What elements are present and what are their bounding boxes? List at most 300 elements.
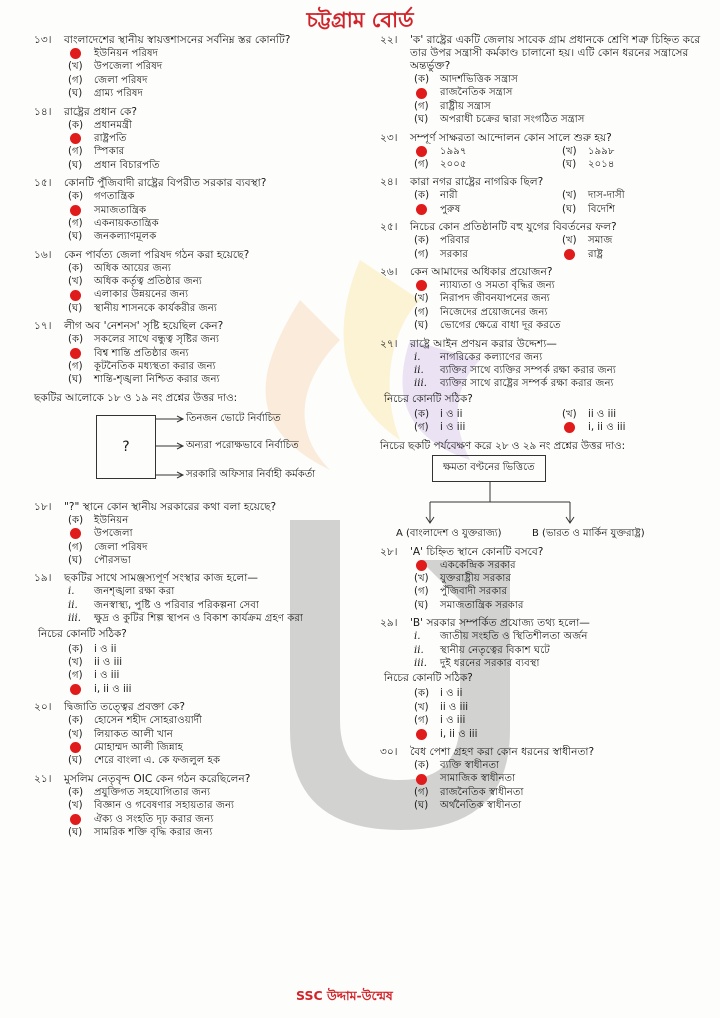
selected-answer-dot-icon <box>564 422 575 433</box>
option-letter: (গ) <box>414 715 429 727</box>
question-number: ২৯। <box>380 617 398 630</box>
options <box>34 262 370 316</box>
option-text: পরিবার <box>440 235 470 247</box>
option <box>414 279 710 292</box>
option-text: ঐক্য ও সংহতি দৃঢ় করার জন্য <box>94 813 214 825</box>
option-text: লিয়াকত আলী খান <box>94 728 173 740</box>
question-header <box>34 701 370 714</box>
question-header <box>380 176 710 189</box>
option-letter: (খ) <box>562 408 577 420</box>
selected-answer-dot-icon <box>70 742 81 753</box>
option <box>68 145 370 158</box>
option <box>68 74 370 87</box>
option <box>562 248 710 261</box>
question-text: রাষ্ট্রে আইন প্রণয়ন করার উদ্দেশ্য— <box>410 337 557 350</box>
statement-numeral: ii. <box>414 644 424 656</box>
options <box>34 333 370 387</box>
option-letter: (খ) <box>562 235 577 247</box>
branch-arrows <box>426 482 574 523</box>
options <box>380 189 710 216</box>
option-text: সামরিক শক্তি বৃদ্ধি করার জন্য <box>94 826 213 838</box>
option-text: রাষ্ট্রপতি <box>94 132 127 144</box>
question-number: ২০। <box>34 701 52 714</box>
statement-text: স্থানীয় নেতৃত্বের বিকাশ ঘটে <box>440 644 550 656</box>
stem-28-29: নিচের ছকটি পর্যবেক্ষণ করে ২৮ ও ২৯ নং প্রশ্নের উত্তর দাও: <box>380 439 626 452</box>
option-letter: (ক) <box>68 786 84 798</box>
answer-marker-icon <box>68 814 94 825</box>
option <box>68 302 370 315</box>
statement-numeral: ii. <box>414 364 424 376</box>
option-text: রাষ্ট্রীয় সন্ত্রাস <box>440 100 491 112</box>
option <box>562 421 710 434</box>
option-text: অপরাধী চক্রের দ্বারা সংগঠিত সন্ত্রাস <box>440 114 585 126</box>
option-text: হোসেন শহীদ সোহরাওয়ার্দী <box>94 715 202 727</box>
option-letter: (ক) <box>68 119 84 131</box>
option-letter: (খ) <box>68 728 83 740</box>
option-text: রাজনৈতিক সন্ত্রাস <box>440 87 513 99</box>
answer-marker-icon <box>414 88 440 99</box>
option <box>68 87 370 100</box>
statement-text: জাতীয় সংহতি ও স্থিতিশীলতা অর্জন <box>440 631 588 643</box>
answer-marker-icon <box>562 422 588 433</box>
question-number: ১৬। <box>34 248 52 261</box>
option-text: অধিক আয়ের জন্য <box>94 262 171 274</box>
option-text: শেরে বাংলা এ. কে ফজলুল হক <box>94 755 221 767</box>
selected-answer-dot-icon <box>70 48 81 59</box>
statement-numeral: iii. <box>68 613 82 625</box>
option-text: যুক্তরাষ্ট্রীয় সরকার <box>440 572 511 584</box>
option <box>414 145 562 158</box>
answer-marker-icon <box>414 774 440 785</box>
option-text: এককেন্দ্রিক সরকার <box>440 559 516 571</box>
statement-numeral: iii. <box>414 657 428 669</box>
option-letter: (গ) <box>68 541 83 553</box>
option <box>68 60 370 73</box>
question-number: ১৫। <box>34 177 52 190</box>
statement-text: ব্যক্তির সাথে ব্যক্তির সম্পর্ক রক্ষা করার জন্য <box>440 364 616 376</box>
options <box>34 786 370 840</box>
option <box>414 759 710 772</box>
question-number: ২১। <box>34 772 52 785</box>
option-letter: (খ) <box>562 190 577 202</box>
option <box>68 683 370 696</box>
question-block <box>34 249 370 316</box>
answer-marker-icon <box>414 729 440 740</box>
answer-marker-icon <box>414 146 440 157</box>
selected-answer-dot-icon <box>416 146 427 157</box>
option-letter: (ঘ) <box>414 320 429 332</box>
options <box>380 234 710 261</box>
options <box>34 514 370 568</box>
question-header <box>34 34 370 47</box>
options <box>34 643 370 697</box>
option-text: রাষ্ট্র <box>588 248 604 260</box>
option <box>562 408 710 421</box>
option-text: রাজনৈতিক স্বাধীনতা <box>440 786 524 798</box>
option-row <box>414 234 710 247</box>
option <box>414 248 562 261</box>
statement-text: নাগরিকের কল্যাণের জন্য <box>440 351 543 363</box>
question-number: ২৪। <box>380 176 398 189</box>
option-text: ২০১৪ <box>588 158 615 170</box>
question-header <box>34 320 370 333</box>
option <box>68 714 370 727</box>
option-text: i ও iii <box>440 715 466 727</box>
question-header <box>34 106 370 119</box>
option <box>414 799 710 812</box>
option-text: জেলা পরিষদ <box>94 74 148 86</box>
option <box>68 360 370 373</box>
question-header <box>380 746 710 759</box>
statement <box>380 351 710 364</box>
question-text: "?" স্থানে কোন স্থানীয় সরকারের কথা বলা হয়েছে? <box>64 500 277 513</box>
option-text: দাস-দাসী <box>588 190 625 202</box>
option <box>68 754 370 767</box>
option <box>68 217 370 230</box>
statement-numeral: ii. <box>68 599 78 611</box>
option <box>68 159 370 172</box>
option <box>414 306 710 319</box>
selected-answer-dot-icon <box>70 684 81 695</box>
option-text: i, ii ও iii <box>588 422 626 434</box>
answer-marker-icon <box>68 684 94 695</box>
question-number: ২৭। <box>380 337 398 350</box>
option <box>68 288 370 301</box>
options <box>380 279 710 333</box>
option-text: একনায়কতান্ত্রিক <box>94 217 159 229</box>
question-block <box>34 34 370 101</box>
option-letter: (ঘ) <box>68 302 83 314</box>
diagram-label: সরকারি অফিসার নির্বাহী কর্মকর্তা <box>186 468 316 480</box>
answer-marker-icon <box>414 204 440 215</box>
option-text: সামাজিক স্বাধীনতা <box>440 773 516 785</box>
option-letter: (ক) <box>68 643 84 655</box>
option-letter: (ক) <box>68 334 84 346</box>
question-block <box>34 320 370 387</box>
option-text: শান্তি-শৃঙ্খলা নিশ্চিত করার জন্য <box>94 374 220 386</box>
option <box>68 514 370 527</box>
option-letter: (ঘ) <box>414 599 429 611</box>
options <box>380 759 710 813</box>
question-block <box>380 617 710 741</box>
option-text: নিজেদের প্রয়োজনের জন্য <box>440 306 548 318</box>
question-header <box>380 617 710 630</box>
statement-text: ব্যক্তির সাথে রাষ্ট্রের সম্পর্ক রক্ষা করার জন্য <box>440 378 614 390</box>
power-division-box: ক্ষমতা বণ্টনের ভিত্তিতে <box>432 455 546 482</box>
option-text: ১৯৯৭ <box>440 145 467 157</box>
statement-text: জনশৃঙ্খলা রক্ষা করা <box>94 586 175 598</box>
arrow <box>155 416 183 422</box>
question-text: বৈধ পেশা গ্রহণ করা কোন ধরনের স্বাধীনতা? <box>410 745 595 758</box>
option-letter: (ঘ) <box>68 231 83 243</box>
statement-numeral: i. <box>414 631 421 643</box>
statement <box>34 599 370 612</box>
option <box>68 230 370 243</box>
option-text: উপজেলা <box>94 528 133 540</box>
question-block <box>34 177 370 244</box>
option <box>68 741 370 754</box>
option-letter: (ঘ) <box>68 88 83 100</box>
option <box>68 47 370 60</box>
option <box>414 189 562 202</box>
question-header <box>380 221 710 234</box>
question-block <box>380 546 710 613</box>
question-text: 'A' চিহ্নিত স্থানে কোনটি বসবে? <box>410 545 544 558</box>
option-letter: (ঘ) <box>68 374 83 386</box>
option <box>414 73 710 86</box>
question-header <box>34 572 370 585</box>
answer-marker-icon <box>414 560 440 571</box>
question-text: সম্পূর্ণ সাক্ষরতা আন্দোলন কোন সালে শুরু হয়? <box>410 131 612 144</box>
option-letter: (ঘ) <box>68 554 83 566</box>
question-block <box>34 773 370 840</box>
answer-marker-icon <box>562 249 588 260</box>
option <box>68 262 370 275</box>
option-text: নারী <box>440 190 458 202</box>
option-letter: (ঘ) <box>68 159 83 171</box>
option-letter: (খ) <box>68 61 83 73</box>
question-text: মুসলিম নেতৃবৃন্দ OIC কেন গঠন করেছিলেন? <box>64 772 251 785</box>
option <box>68 826 370 839</box>
option-letter: (ক) <box>68 191 84 203</box>
question-number: ২৩। <box>380 131 398 144</box>
question-number: ২৫। <box>380 221 398 234</box>
question-text: কোনটি পুঁজিবাদী রাষ্ট্রের বিপরীত সরকার ব্যবস্থা? <box>64 177 267 190</box>
option-text: i ও ii <box>440 408 463 420</box>
arrow <box>155 472 183 478</box>
option-text: i ও iii <box>94 670 120 682</box>
option <box>414 158 562 171</box>
option-letter: (গ) <box>414 422 429 434</box>
question-number: ৩০। <box>380 745 398 758</box>
option-letter: (ঘ) <box>68 755 83 767</box>
question-number: ২৮। <box>380 545 398 558</box>
option <box>414 234 562 247</box>
options <box>380 73 710 127</box>
option-text: i, ii ও iii <box>440 728 478 740</box>
option-letter: (খ) <box>414 572 429 584</box>
option-letter: (খ) <box>414 293 429 305</box>
option-text: সকলের সাথে বন্ধুত্ব সৃষ্টির জন্য <box>94 334 219 346</box>
options <box>34 190 370 244</box>
option <box>414 113 710 126</box>
selected-answer-dot-icon <box>70 290 81 301</box>
option <box>68 728 370 741</box>
option-text: ভোগের ক্ষেত্রে বাধা দূর করতে <box>440 320 561 332</box>
option-row <box>414 421 710 434</box>
option-letter: (গ) <box>414 586 429 598</box>
answer-marker-icon <box>68 205 94 216</box>
stem-18-19: ছকটির আলোকে ১৮ ও ১৯ নং প্রশ্নের উত্তর দাও: <box>34 391 238 404</box>
option-letter: (গ) <box>414 248 429 260</box>
option-text: পৌরসভা <box>94 554 131 566</box>
question-number: ১৯। <box>34 572 52 585</box>
option <box>68 554 370 567</box>
option-text: গণতান্ত্রিক <box>94 191 135 203</box>
statement-numeral: iii. <box>414 378 428 390</box>
option <box>414 701 710 714</box>
option-text: ii ও iii <box>94 656 123 668</box>
option-text: প্রধান বিচারপতি <box>94 159 160 171</box>
statement <box>380 630 710 643</box>
option <box>414 100 710 113</box>
option-text: ২০০৫ <box>440 158 467 170</box>
selected-answer-dot-icon <box>70 348 81 359</box>
question-number: ১৮। <box>34 500 52 513</box>
option <box>414 408 562 421</box>
option-letter: (ক) <box>414 235 430 247</box>
question-text: রাষ্ট্রের প্রধান কে? <box>64 105 138 118</box>
option-text: ii ও iii <box>588 408 617 420</box>
option-text: i ও ii <box>94 643 117 655</box>
option-text: i ও iii <box>440 422 466 434</box>
options <box>380 145 710 172</box>
option <box>68 132 370 145</box>
option <box>68 786 370 799</box>
selected-answer-dot-icon <box>416 280 427 291</box>
option <box>68 541 370 554</box>
selected-answer-dot-icon <box>70 133 81 144</box>
option-letter: (ঘ) <box>562 158 577 170</box>
option-text: i ও ii <box>440 688 463 700</box>
question-block <box>34 572 370 696</box>
option <box>414 203 562 216</box>
question-block <box>380 132 710 172</box>
option-text: জনকল্যাণমূলক <box>94 231 157 243</box>
option-letter: (খ) <box>562 145 577 157</box>
option-text: মোহাম্মদ আলী জিন্নাহ <box>94 741 183 753</box>
option-letter: (ক) <box>414 759 430 771</box>
question-header <box>380 546 710 559</box>
option-letter: (গ) <box>68 217 83 229</box>
answer-marker-icon <box>68 48 94 59</box>
branch-label-a: A (বাংলাদেশ ও যুক্তরাজ্য) <box>396 527 502 539</box>
option <box>68 347 370 360</box>
question-number: ২২। <box>380 34 398 46</box>
option <box>414 728 710 741</box>
option <box>414 572 710 585</box>
question-text: দ্বিজাতি তত্ত্বের প্রবক্তা কে? <box>64 701 185 714</box>
option-text: ইউনিয়ন পরিষদ <box>94 48 158 59</box>
option <box>414 772 710 785</box>
option-text: জেলা পরিষদ <box>94 541 148 553</box>
question-text: কেন পার্বত্য জেলা পরিষদ গঠন করা হয়েছে? <box>64 248 250 261</box>
selected-answer-dot-icon <box>416 204 427 215</box>
question-header <box>34 501 370 514</box>
option-letter: (গ) <box>68 670 83 682</box>
option-letter: (ঘ) <box>414 800 429 812</box>
question-text: লীগ অব 'নেশনস' সৃষ্টি হয়েছিল কেন? <box>64 320 224 333</box>
question-text: ছকটির সাথে সামঞ্জস্যপূর্ণ সংস্থার কাজ হলো— <box>64 572 258 585</box>
board-title: চট্টগ্রাম বোর্ড <box>306 8 414 32</box>
option-text: এলাকার উন্নয়নের জন্য <box>94 289 189 301</box>
option-letter: (গ) <box>414 786 429 798</box>
option-text: ii ও iii <box>440 701 469 713</box>
selected-answer-dot-icon <box>416 774 427 785</box>
selected-answer-dot-icon <box>416 88 427 99</box>
option <box>414 786 710 799</box>
option <box>414 319 710 332</box>
option-text: নিরাপদ জীবনযাপনের জন্য <box>440 293 550 305</box>
statement <box>380 644 710 657</box>
arrow <box>155 443 183 449</box>
statement <box>380 377 710 390</box>
option <box>414 714 710 727</box>
option-text: সমাজ <box>588 235 613 247</box>
diagram-label: অন্যরা পরোক্ষভাবে নির্বাচিত <box>186 439 299 451</box>
option-text: সরকার <box>440 248 469 260</box>
question-block <box>380 266 710 333</box>
option <box>562 189 710 202</box>
selected-answer-dot-icon <box>416 729 427 740</box>
option-letter: (গ) <box>414 306 429 318</box>
left-column <box>34 34 370 844</box>
which-correct: নিচের কোনটি সঠিক? <box>384 392 473 405</box>
option-letter: (ক) <box>68 262 84 274</box>
option-text: ১৯৯৮ <box>588 145 615 157</box>
option <box>414 559 710 572</box>
selected-answer-dot-icon <box>70 528 81 539</box>
selected-answer-dot-icon <box>70 814 81 825</box>
option-text: স্পিকার <box>94 146 125 158</box>
option-row <box>414 408 710 421</box>
option-letter: (ক) <box>68 715 84 727</box>
option-letter: (খ) <box>68 656 83 668</box>
question-number: ১৪। <box>34 105 52 118</box>
question-block <box>34 106 370 173</box>
option-letter: (ঘ) <box>68 826 83 838</box>
question-block <box>380 34 710 127</box>
power-division-diagram <box>380 455 710 546</box>
question-header <box>380 266 710 279</box>
question-number: ১৭। <box>34 320 52 333</box>
right-column <box>380 34 710 818</box>
option <box>68 373 370 386</box>
option <box>414 292 710 305</box>
which-correct: নিচের কোনটি সঠিক? <box>384 672 473 685</box>
question-text: বাংলাদেশের স্থানীয় স্বায়ত্তশাসনের সর্বনিম্ন স্তর কোনটি? <box>64 34 291 46</box>
answer-marker-icon <box>68 348 94 359</box>
option-letter: (ক) <box>414 190 430 202</box>
option <box>562 145 710 158</box>
footer-brand: SSC উদ্দাম-উন্মেষ <box>296 988 393 1003</box>
options <box>380 559 710 613</box>
option-letter: (খ) <box>414 701 429 713</box>
options <box>34 119 370 173</box>
option-letter: (ক) <box>68 514 84 526</box>
option-row <box>414 248 710 261</box>
option <box>68 656 370 669</box>
option <box>68 813 370 826</box>
diagram-label: তিনজন ভোটে নির্বাচিত <box>186 412 281 424</box>
statement-numeral: i. <box>414 351 421 363</box>
question-header <box>380 338 710 351</box>
option-text: স্থানীয় শাসনকে কার্যকরীর জন্য <box>94 302 217 314</box>
option-row <box>414 145 710 158</box>
option <box>68 275 370 288</box>
option-text: পুঁজিবাদী সরকার <box>440 586 508 598</box>
option <box>68 333 370 346</box>
option-text: গ্রাম্য পরিষদ <box>94 88 143 100</box>
statement-text: জনস্বাস্থ্য, পুষ্টি ও পরিবার পরিকল্পনা সেবা <box>94 599 259 611</box>
option-text: আদর্শভিত্তিক সন্ত্রাস <box>440 74 518 85</box>
option-text: অধিক কর্তৃত্ব প্রতিষ্ঠার জন্য <box>94 276 202 288</box>
options <box>380 687 710 741</box>
answer-marker-icon <box>68 742 94 753</box>
option <box>68 190 370 203</box>
option-letter: (ঘ) <box>414 114 429 126</box>
selected-answer-dot-icon <box>564 249 575 260</box>
